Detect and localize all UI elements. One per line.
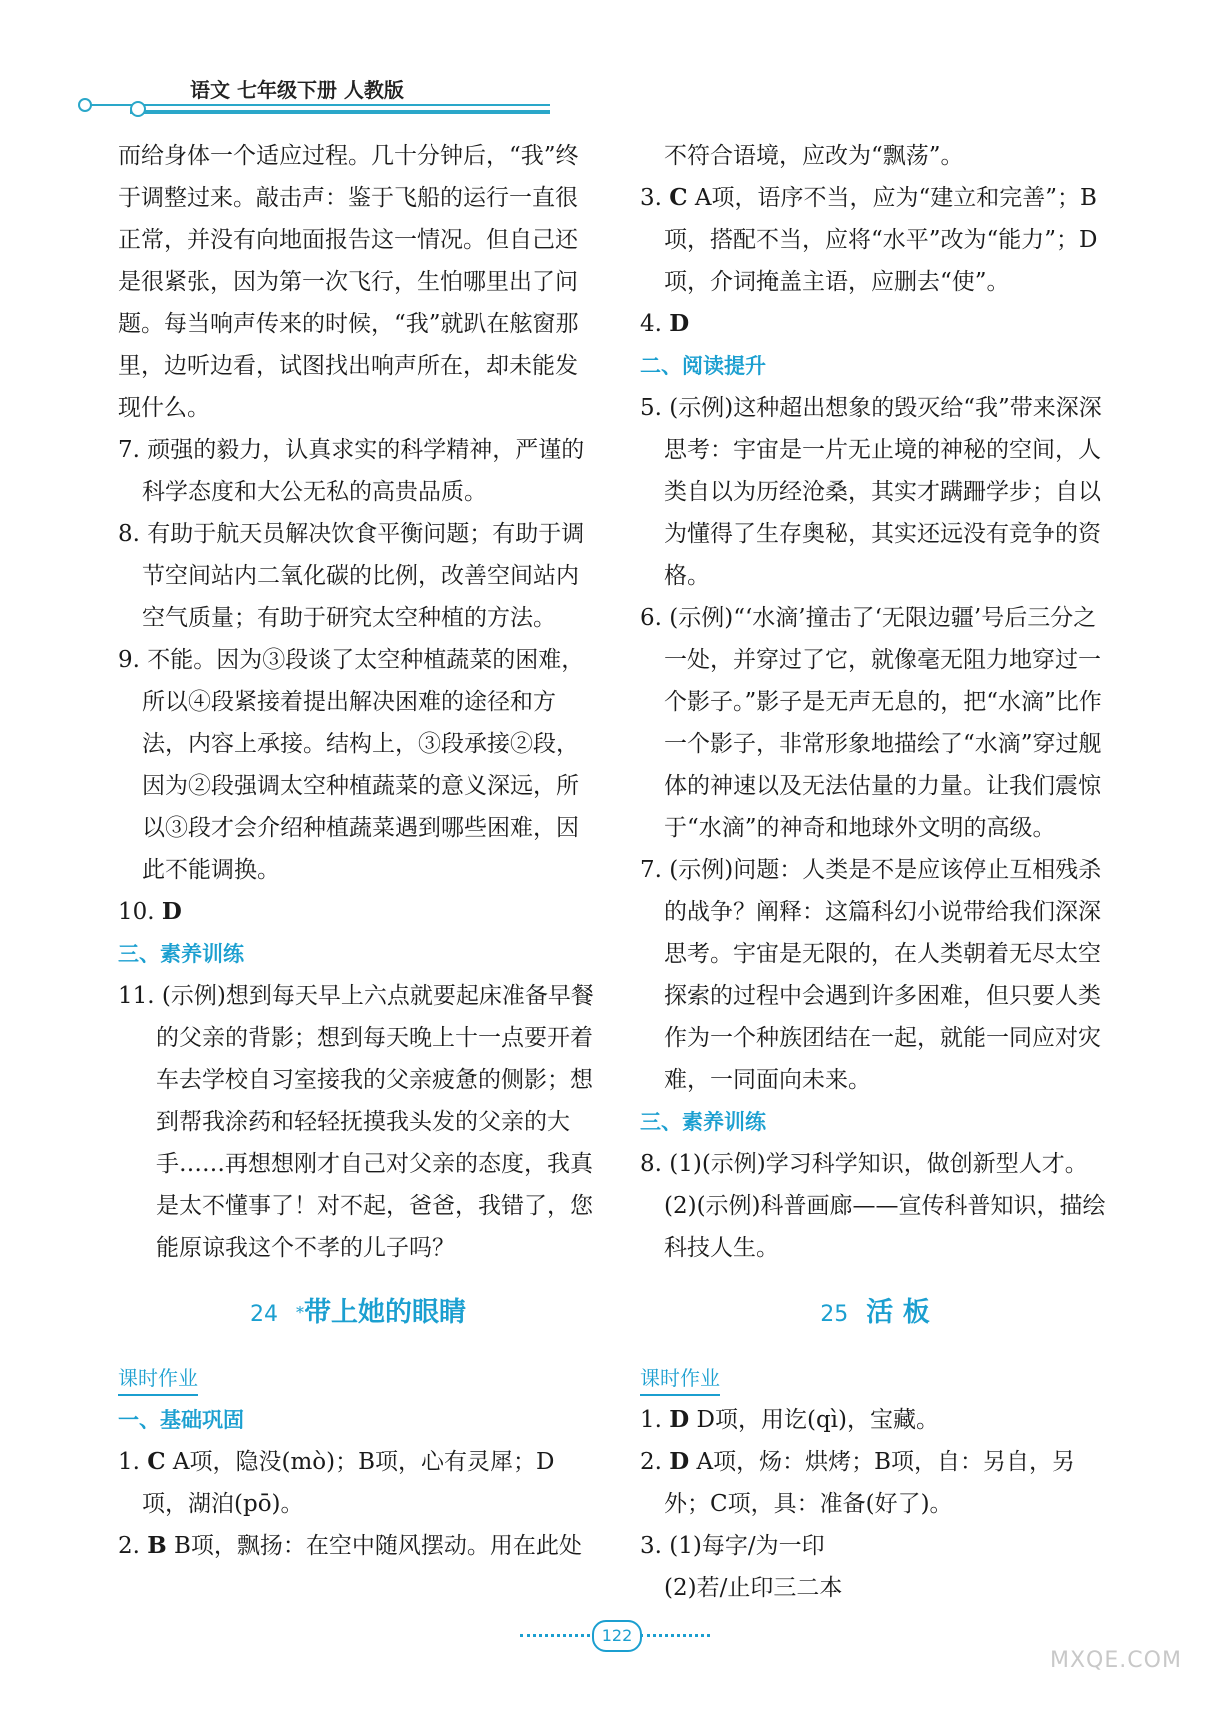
header-title: 语文 七年级下册 人教版 — [190, 78, 404, 102]
column-divider — [618, 118, 619, 1618]
homework-label: 课时作业 — [640, 1362, 720, 1396]
answer-3 — [640, 177, 1110, 303]
answer-choice: D — [669, 1448, 690, 1475]
answer-choice: C — [669, 184, 688, 211]
answer-text: B项，飘扬：在空中随风摆动。用在此处 — [174, 1533, 582, 1559]
answer-number: 2. — [640, 1449, 662, 1475]
page-number-box — [500, 1620, 720, 1650]
answer-choice: D — [669, 1406, 690, 1433]
section-heading: 三、素养训练 — [118, 942, 244, 966]
left-column — [118, 135, 598, 1567]
lesson-star: * — [296, 1303, 304, 1322]
answer-2 — [118, 1525, 598, 1567]
header-dot — [78, 98, 92, 112]
answer-number: 1. — [118, 1449, 140, 1475]
answer-5: 5. (示例)这种超出想象的毁灭给“我”带来深深思考：宇宙是一片无止境的神秘的空间，人类自以为历经沧桑，其实才蹒跚学步；自以为懂得了生存奥秘，其实还远没有竞争的资格。 — [640, 395, 1102, 589]
page-dots — [640, 1634, 710, 1637]
answer-6: 6. (示例)“‘水滴’撞击了‘无限边疆’号后三分之一处，并穿过了它，就像毫无阻力地穿过一个影子。”影子是无声无息的，把“水滴”比作一个影子，非常形象地描绘了“水滴”穿过舰体的神速以及无法估量的力量。让我们震惊于“水滴”的神奇和地球外文明的高级。 — [640, 605, 1102, 841]
answer-number: 4. — [640, 311, 662, 337]
header-dot — [130, 101, 146, 117]
answer-r3-1: 3. (1)每字/为一印 — [640, 1533, 825, 1559]
answer-8-2: (2)(示例)科普画廊——宣传科普知识，描绘科技人生。 — [664, 1193, 1106, 1261]
answer-text: D项，用讫(qì)，宝藏。 — [696, 1407, 939, 1433]
answer-choice: D — [161, 898, 182, 925]
answer-r1 — [640, 1399, 1110, 1441]
answer-choice: C — [147, 1448, 166, 1475]
section-heading: 三、素养训练 — [640, 1110, 766, 1134]
answer-text: A项，语序不当，应为“建立和完善”；B项，搭配不当，应将“水平”改为“能力”；D项，介词掩盖主语，应删去“使”。 — [664, 185, 1098, 295]
answer-number: 10. — [118, 899, 155, 925]
answer-9: 9. 不能。因为③段谈了太空种植蔬菜的困难，所以④段紧接着提出解决困难的途径和方法，内容上承接。结构上，③段承接②段，因为②段强调太空种植蔬菜的意义深远，所以③段才会介绍种植蔬菜遇到哪些困难，因此不能调换。 — [118, 647, 585, 883]
answer-8: 8. 有助于航天员解决饮食平衡问题；有助于调节空间站内二氧化碳的比例，改善空间站内空气质量；有助于研究太空种植的方法。 — [118, 521, 585, 631]
answer-8-1: 8. (1)(示例)学习科学知识，做创新型人才。 — [640, 1151, 1088, 1177]
lesson-name: 带上她的眼睛 — [304, 1297, 466, 1328]
answer-r2 — [640, 1441, 1110, 1525]
answer-choice: B — [147, 1532, 167, 1559]
header-rule — [80, 104, 550, 106]
header-rule-thick — [130, 110, 550, 114]
lesson-title-24 — [118, 1293, 598, 1335]
answer-11: 11. (示例)想到每天早上六点就要起床准备早餐的父亲的背影；想到每天晚上十一点要开着车去学校自习室接我的父亲疲惫的侧影；想到帮我涂药和轻轻抚摸我头发的父亲的大手……再想想刚才自己对父亲的态度，我真是太不懂事了！对不起，爸爸，我错了，您能原谅我这个不孝的儿子吗？ — [118, 983, 594, 1261]
answer-number: 2. — [118, 1533, 140, 1559]
answer-7: 7. 顽强的毅力，认真求实的科学精神，严谨的科学态度和大公无私的高贵品质。 — [118, 437, 585, 505]
right-column — [640, 135, 1110, 1609]
answer-4 — [640, 303, 1110, 345]
page-header — [80, 60, 560, 120]
lesson-number: 25 — [820, 1302, 849, 1327]
page-dots — [520, 1634, 590, 1637]
answer-1 — [118, 1441, 598, 1525]
watermark: MXQE.COM — [1050, 1648, 1182, 1673]
answer-7: 7. (示例)问题：人类是不是应该停止互相残杀的战争？阐释：这篇科幻小说带给我们深深思考。宇宙是无限的，在人类朝着无尽太空探索的过程中会遇到许多困难，但只要人类作为一个种族团结在一起，就能一同应对灾难，一同面向未来。 — [640, 857, 1102, 1093]
answer-2-continued: 不符合语境，应改为“飘荡”。 — [664, 143, 964, 169]
section-heading: 一、基础巩固 — [118, 1408, 244, 1432]
homework-label: 课时作业 — [118, 1362, 198, 1396]
answer-r3-2: (2)若/止印三二本 — [664, 1575, 843, 1601]
answer-text: A项，炀：烘烤；B项，自：另自，另外；C项，具：准备(好了)。 — [664, 1449, 1076, 1517]
answer-number: 3. — [640, 185, 662, 211]
answer-10 — [118, 891, 598, 933]
section-heading: 二、阅读提升 — [640, 354, 766, 378]
lesson-number: 24 — [250, 1302, 278, 1327]
lesson-name: 活 板 — [866, 1297, 930, 1328]
lesson-title-25 — [640, 1293, 1110, 1335]
page-number: 122 — [592, 1620, 642, 1652]
answer-number: 1. — [640, 1407, 662, 1433]
answer-continued: 而给身体一个适应过程。几十分钟后，“我”终于调整过来。敲击声：鉴于飞船的运行一直很正常，并没有向地面报告这一情况。但自己还是很紧张，因为第一次飞行，生怕哪里出了问题。每当响声传来的时候，“我”就趴在舷窗那里，边听边看，试图找出响声所在，却未能发现什么。 — [118, 143, 579, 421]
answer-choice: D — [669, 310, 690, 337]
answer-text: A项，隐没(mò)；B项，心有灵犀；D项，湖泊(pō)。 — [142, 1449, 555, 1517]
